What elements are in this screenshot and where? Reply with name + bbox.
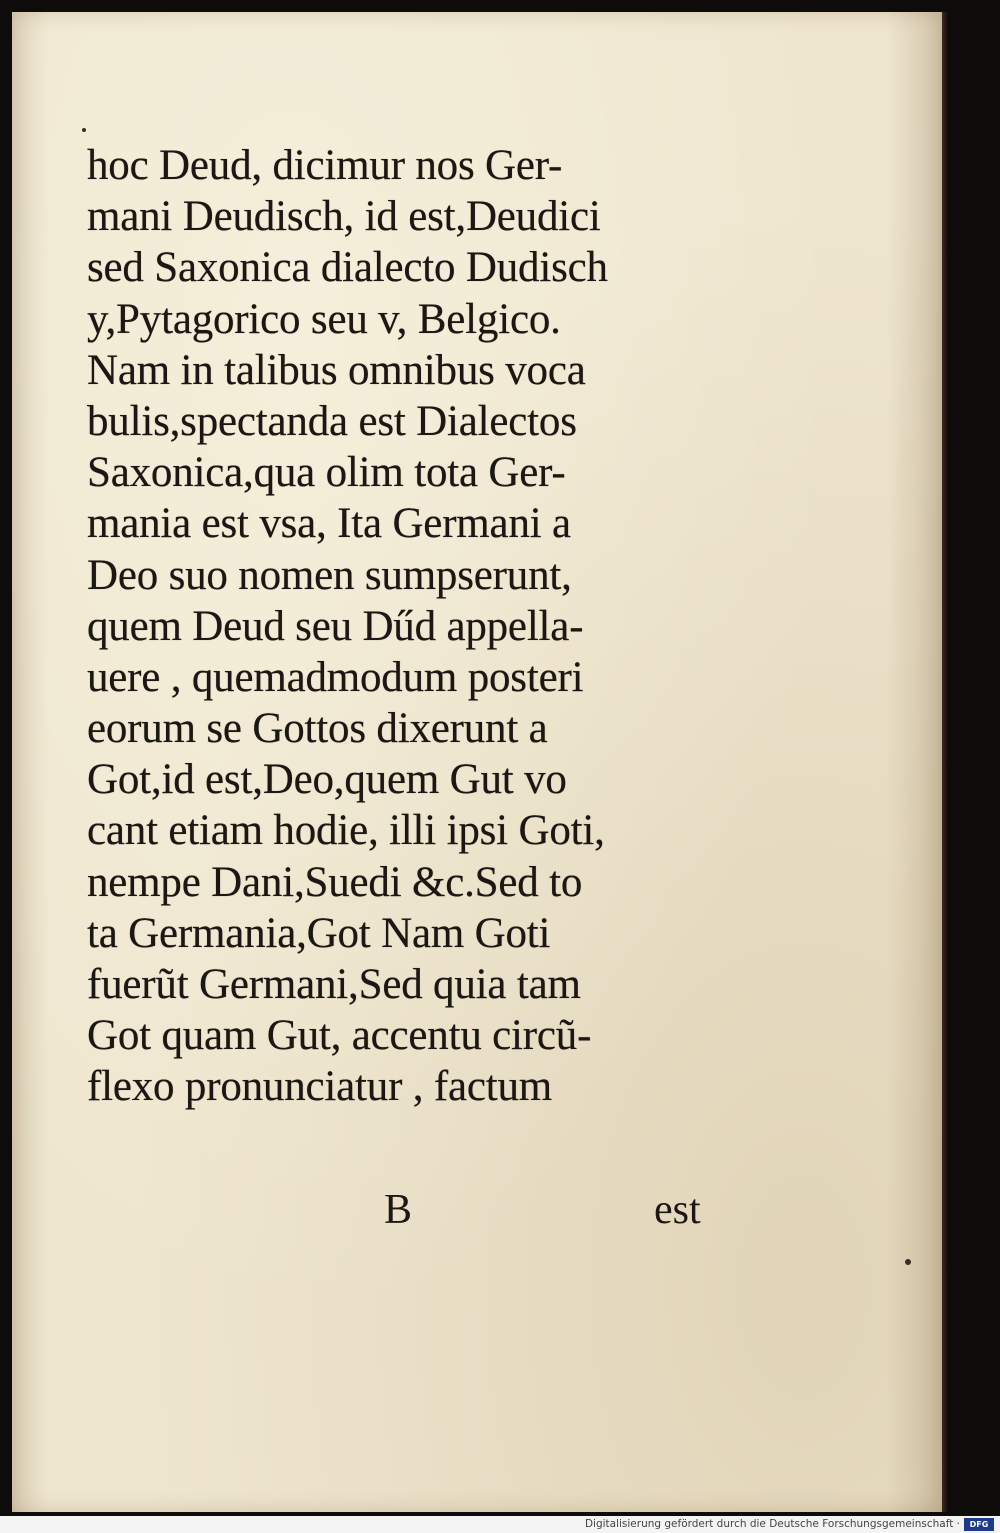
text-line: uere , quemadmodum posteri — [87, 653, 584, 701]
text-line: sed Saxonica dialecto Dudisch — [87, 244, 608, 292]
text-line: nempe Dani,Suedi &c.Sed to — [87, 858, 583, 906]
catchword: est — [654, 1187, 701, 1233]
text-line: mania est vsa, Ita Germani a — [87, 500, 571, 548]
signature-mark: B — [384, 1187, 413, 1233]
text-line: hoc Deud, dicimur nos Ger- — [87, 142, 563, 189]
text-line: ta Germania,Got Nam Goti — [87, 909, 551, 957]
paper-speck — [905, 1259, 911, 1265]
dfg-logo-icon: DFG — [964, 1518, 994, 1531]
text-line: fuerũt Germani,Sed quia tam — [87, 961, 581, 1008]
page-edge — [942, 12, 947, 1512]
text-line: cant etiam hodie, illi ipsi Goti, — [87, 807, 605, 855]
paper-speck — [82, 128, 86, 132]
text-line: Deo suo nomen sumpserunt, — [87, 551, 572, 599]
text-line: flexo pronunciatur , factum — [87, 1063, 553, 1111]
text-line: bulis,spectanda est Dialectos — [87, 397, 577, 445]
text-line: Got quam Gut, accentu circũ- — [87, 1012, 592, 1060]
funding-credit: Digitalisierung gefördert durch die Deutsche Forschungsgemeinschaft · — [584, 1518, 960, 1530]
text-line: y,Pytagorico seu v, Belgico. — [87, 295, 561, 343]
text-line: quem Deud seu Dűd appella- — [87, 602, 584, 650]
text-line: Saxonica,qua olim tota Ger- — [87, 449, 566, 497]
body-text — [87, 140, 709, 1113]
text-line: Got,id est,Deo,quem Gut vo — [87, 756, 567, 804]
book-page — [12, 12, 942, 1512]
text-line: eorum se Gottos dixerunt a — [87, 705, 548, 753]
text-line: Nam in talibus omnibus voca — [87, 346, 586, 394]
text-line: mani Deudisch, id est,Deudici — [87, 193, 601, 241]
